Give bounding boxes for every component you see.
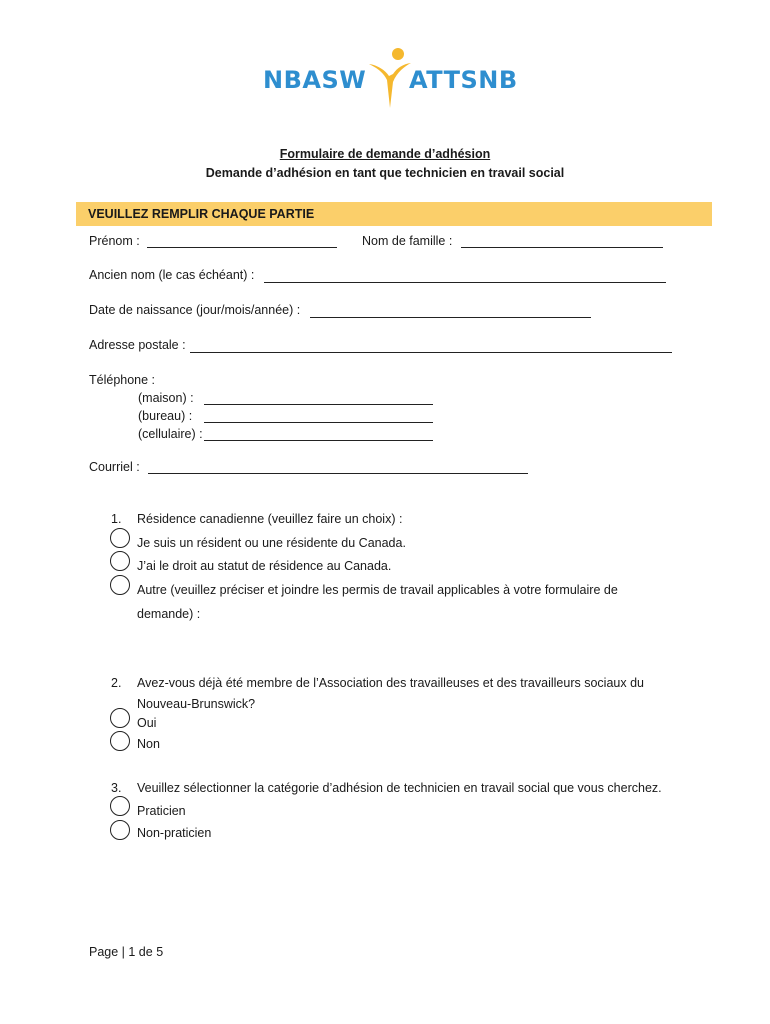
form-subtitle: Demande d’adhésion en tant que technicien en travail social: [205, 166, 565, 180]
nom-famille-field[interactable]: [461, 247, 663, 248]
q2-non-label: Non: [137, 737, 160, 751]
question-3-text: Veuillez sélectionner la catégorie d’adhésion de technicien en travail social que vous cherchez.: [137, 781, 662, 795]
question-2-text: Avez-vous déjà été membre de l’Association des travailleuses et des travailleurs sociaux du: [137, 676, 644, 690]
q1-option-1-label: Je suis un résident ou une résidente du Canada.: [137, 536, 406, 550]
radio-q1-option-1[interactable]: [110, 528, 130, 548]
q1-option-3-label-cont: demande) :: [137, 607, 201, 621]
person-figure-icon: [367, 46, 413, 110]
adresse-label: Adresse postale :: [89, 338, 186, 352]
q3-praticien-label: Praticien: [137, 804, 186, 818]
page-number: Page | 1 de 5: [89, 945, 164, 959]
logo-text-left: NBASW: [263, 66, 367, 94]
nom-famille-label: Nom de famille :: [362, 234, 453, 248]
q3-non-praticien-label: Non-praticien: [137, 826, 212, 840]
q1-option-2-label: J’ai le droit au statut de résidence au Canada.: [137, 559, 392, 573]
question-1-number: 1.: [111, 512, 122, 526]
courriel-field[interactable]: [148, 473, 528, 474]
maison-label: (maison) :: [138, 391, 194, 405]
date-naissance-label: Date de naissance (jour/mois/année) :: [89, 303, 301, 317]
question-1-text: Résidence canadienne (veuillez faire un choix) :: [137, 512, 403, 526]
date-naissance-field[interactable]: [310, 317, 591, 318]
logo-text-right: ATTSNB: [409, 66, 518, 94]
logo: [263, 46, 518, 110]
q1-option-3-label: Autre (veuillez préciser et joindre les permis de travail applicables à votre formulaire de: [137, 583, 618, 597]
prenom-field[interactable]: [147, 247, 337, 248]
radio-q1-option-3[interactable]: [110, 575, 130, 595]
radio-q2-non[interactable]: [110, 731, 130, 751]
question-3-number: 3.: [111, 781, 122, 795]
question-2-number: 2.: [111, 676, 122, 690]
question-2-text-cont: Nouveau-Brunswick?: [137, 697, 256, 711]
radio-q3-non-praticien[interactable]: [110, 820, 130, 840]
cellulaire-label: (cellulaire) :: [138, 427, 203, 441]
radio-q1-option-2[interactable]: [110, 551, 130, 571]
adresse-field[interactable]: [190, 352, 672, 353]
radio-q2-oui[interactable]: [110, 708, 130, 728]
telephone-cellulaire-field[interactable]: [204, 440, 433, 441]
prenom-label: Prénom :: [89, 234, 140, 248]
telephone-bureau-field[interactable]: [204, 422, 433, 423]
radio-q3-praticien[interactable]: [110, 796, 130, 816]
telephone-label: Téléphone :: [89, 373, 156, 387]
bureau-label: (bureau) :: [138, 409, 193, 423]
ancien-nom-label: Ancien nom (le cas échéant) :: [89, 268, 255, 282]
ancien-nom-field[interactable]: [264, 282, 666, 283]
q2-oui-label: Oui: [137, 716, 157, 730]
courriel-label: Courriel :: [89, 460, 140, 474]
section-band-label: VEUILLEZ REMPLIR CHAQUE PARTIE: [88, 207, 315, 221]
telephone-maison-field[interactable]: [204, 404, 433, 405]
form-title: Formulaire de demande d’adhésion: [279, 147, 491, 161]
